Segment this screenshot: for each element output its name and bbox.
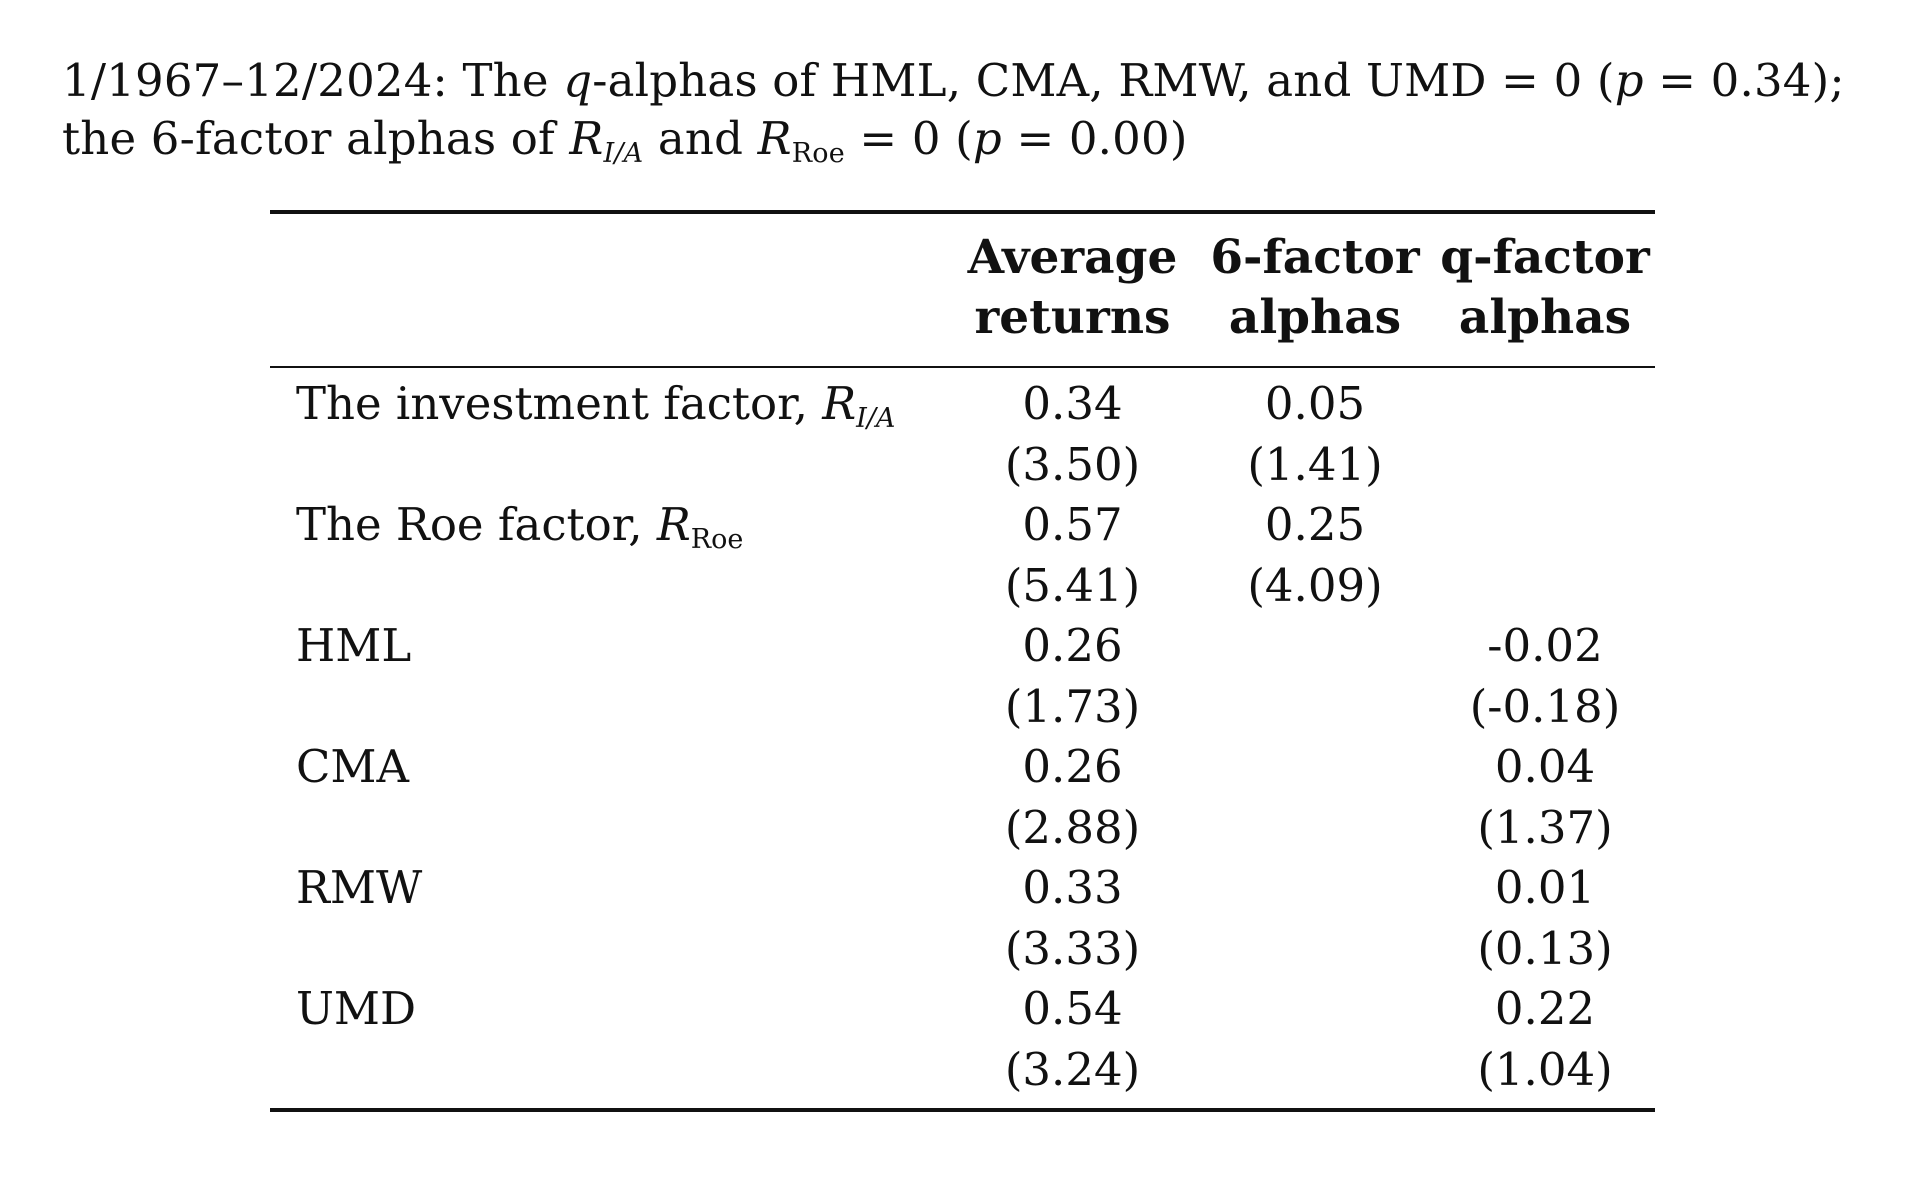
row-label: CMA [296, 740, 410, 793]
row-label: RMW [296, 861, 423, 914]
six-factor-alpha-tstat [1195, 798, 1435, 859]
q-factor-alpha-cell: -0.02 [1487, 619, 1603, 672]
six-factor-alpha-tstat: (4.09) [1247, 558, 1383, 612]
header-6-factor-alphas [1195, 214, 1435, 366]
q-factor-alpha-tstat [1435, 556, 1655, 617]
row-label [270, 368, 950, 435]
table-row-estimate [270, 858, 1655, 919]
header-average-returns [950, 214, 1195, 366]
six-factor-alpha-cell: 0.05 [1264, 377, 1366, 430]
caption-text: The [462, 54, 549, 107]
table-row-estimate [270, 368, 1655, 435]
six-factor-alpha-cell: 0.25 [1264, 498, 1366, 551]
avg-return-tstat: (3.33) [1004, 921, 1141, 975]
q-factor-alpha-tstat: (-0.18) [1469, 679, 1621, 733]
avg-return-cell: 0.57 [1022, 498, 1123, 551]
caption-r-subscript: Roe [791, 138, 845, 169]
header-line: alphas [1458, 290, 1632, 345]
results-table-body [270, 368, 1655, 1108]
avg-return-tstat: (2.88) [1004, 800, 1141, 854]
table-row-estimate [270, 979, 1655, 1040]
row-label-text: The investment factor, [296, 377, 808, 430]
caption-text: = 0.34); the 6-factor alphas of [62, 54, 1845, 165]
table-row-tstat [270, 435, 1655, 496]
caption-p-symbol: p [972, 112, 1002, 165]
table-row-tstat [270, 1040, 1655, 1109]
avg-return-cell: 0.26 [1022, 740, 1123, 793]
six-factor-alpha-tstat: (1.41) [1247, 437, 1383, 491]
header-line: alphas [1228, 290, 1402, 345]
row-label-text: The Roe factor, [296, 498, 643, 551]
header-blank [270, 214, 950, 366]
six-factor-alpha-cell [1195, 737, 1435, 798]
q-factor-alpha-cell: 0.01 [1494, 861, 1596, 914]
avg-return-cell: 0.33 [1022, 861, 1123, 914]
avg-return-tstat: (3.50) [1004, 437, 1141, 491]
table-caption [62, 52, 1862, 168]
header-line: 6-factor [1210, 230, 1420, 285]
table-header [270, 214, 1655, 366]
avg-return-cell: 0.34 [1022, 377, 1123, 430]
avg-return-tstat: (1.73) [1004, 679, 1141, 733]
caption-text: = 0 ( [859, 112, 973, 165]
caption-text: = 0.00) [1001, 112, 1188, 165]
q-factor-alpha-tstat: (0.13) [1477, 921, 1613, 975]
row-label [270, 495, 950, 556]
header-line: Average [967, 230, 1178, 285]
six-factor-alpha-tstat [1195, 677, 1435, 738]
header-line: q-factor [1440, 230, 1650, 285]
caption-period: 1/1967–12/2024: [62, 54, 448, 107]
row-label-symbol: R [656, 498, 691, 551]
six-factor-alpha-cell [1195, 858, 1435, 919]
caption-r-subscript: I/A [603, 138, 644, 169]
table-row-estimate [270, 616, 1655, 677]
bottom-rule [270, 1108, 1655, 1112]
caption-p-symbol: p [1614, 54, 1644, 107]
six-factor-alpha-cell [1195, 979, 1435, 1040]
q-factor-alpha-tstat: (1.37) [1477, 800, 1613, 854]
table-row-tstat [270, 556, 1655, 617]
avg-return-tstat: (3.24) [1004, 1042, 1141, 1096]
q-factor-alpha-cell [1435, 368, 1655, 435]
avg-return-tstat: (5.41) [1004, 558, 1141, 612]
avg-return-cell: 0.54 [1022, 982, 1123, 1035]
caption-r-symbol: R [569, 112, 604, 165]
row-label: UMD [296, 982, 417, 1035]
q-factor-alpha-cell: 0.04 [1494, 740, 1596, 793]
avg-return-cell: 0.26 [1022, 619, 1123, 672]
six-factor-alpha-tstat [1195, 919, 1435, 980]
table-row-tstat [270, 677, 1655, 738]
q-factor-alpha-cell: 0.22 [1494, 982, 1596, 1035]
table-row-estimate [270, 495, 1655, 556]
six-factor-alpha-tstat [1195, 1040, 1435, 1109]
results-table-grid [270, 214, 1655, 366]
row-label: HML [296, 619, 412, 672]
table-row-tstat [270, 919, 1655, 980]
table-row-tstat [270, 798, 1655, 859]
row-label-subscript: Roe [690, 524, 744, 555]
caption-text: -alphas of HML, CMA, RMW, and UMD = 0 ( [592, 54, 1615, 107]
q-factor-alpha-cell [1435, 495, 1655, 556]
caption-r-symbol: R [757, 112, 792, 165]
results-table [270, 210, 1655, 1112]
table-row-estimate [270, 737, 1655, 798]
q-factor-alpha-tstat: (1.04) [1477, 1042, 1613, 1096]
caption-q-symbol: q [563, 54, 593, 107]
caption-text: and [657, 112, 744, 165]
header-q-factor-alphas [1435, 214, 1655, 366]
q-factor-alpha-tstat [1435, 435, 1655, 496]
header-line: returns [974, 290, 1171, 345]
six-factor-alpha-cell [1195, 616, 1435, 677]
row-label-symbol: R [822, 377, 857, 430]
row-label-subscript: I/A [856, 403, 896, 434]
